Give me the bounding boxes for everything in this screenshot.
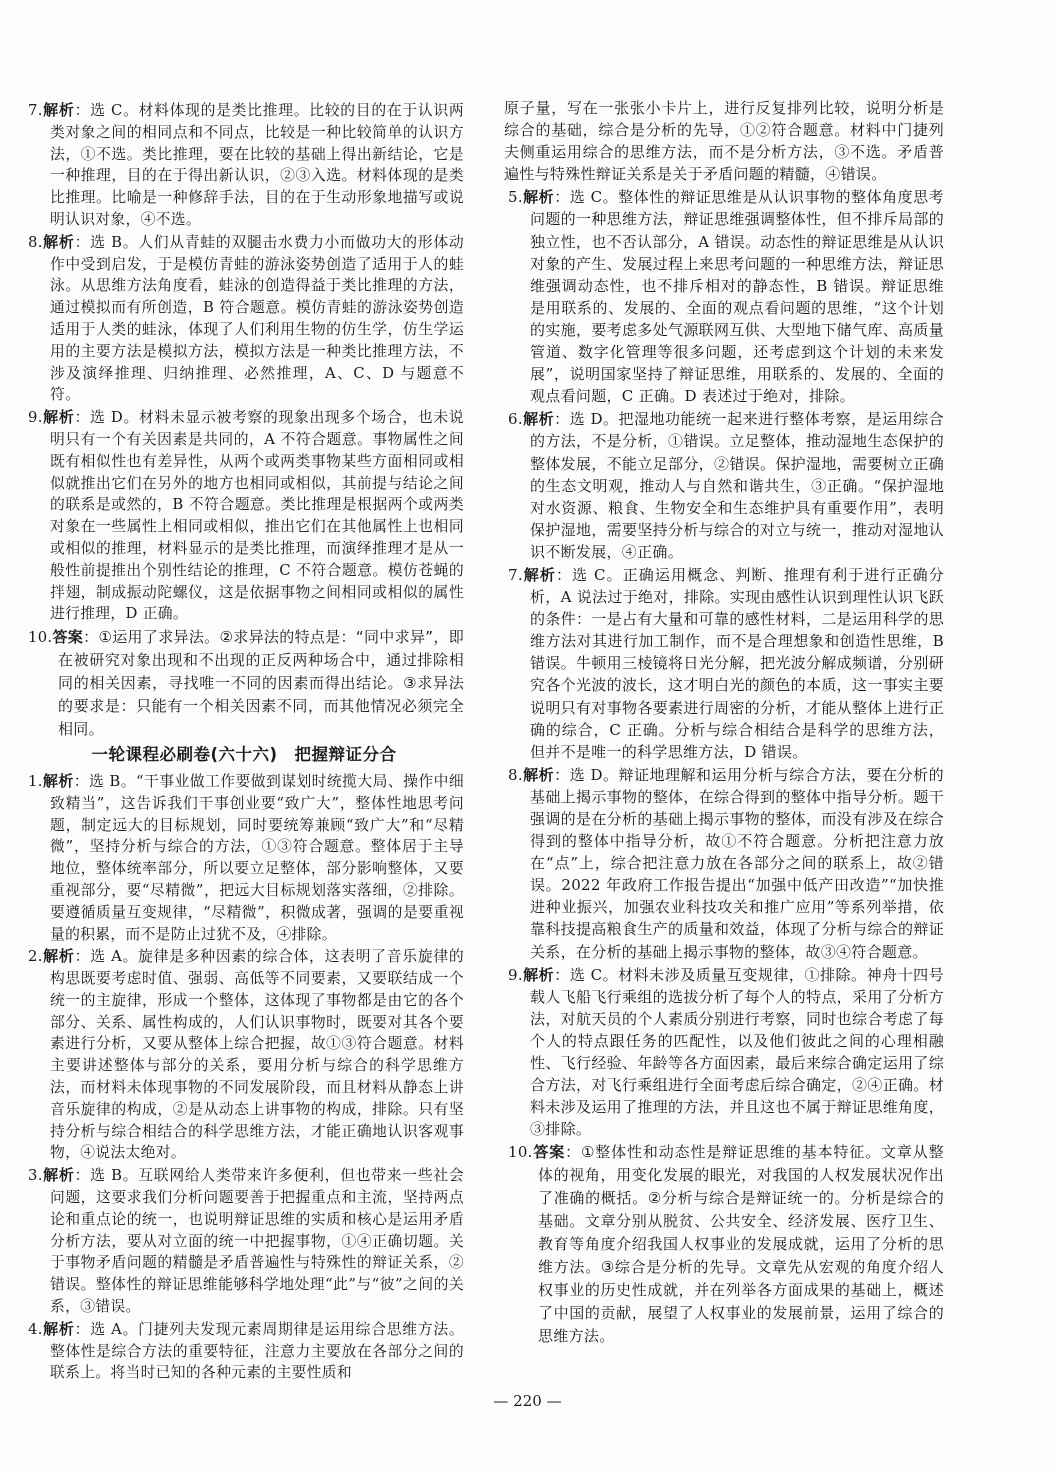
item-text: ：选 D。辩证地理解和运用分析与综合方法，要在分析的基础上揭示事物的整体，在综合得到的整体中指导分析。题干强调的是在分析的基础上揭示事物的整体，而没有涉及在综合得到的整体中指导分析，故①不符合题意。分析把注意力放在“点”上，综合把注意力放在各部分之间的联系上，故②错误。2022 年政府工作报告提出“加强中低产田改造”“加快推进种业振兴，加强农业科技攻关和推广应用”等系列举措，依靠科技提高粮食生产的质量和效益，体现了分析与综合的辩证关系，在分析的基础上揭示事物的整体，故③④符合题意。 (530, 765, 944, 961)
item-body (504, 564, 944, 763)
explanation-label: 解析 (42, 408, 75, 427)
item-text: 原子量，写在一张张小卡片上，进行反复排列比较，说明分析是综合的基础，综合是分析的先导，①②符合题意。材料中门捷列夫侧重运用综合的思维方法，而不是分析方法，③不选。矛盾普遍性与特殊性辩证关系是关于矛盾问题的精髓，④错误。 (504, 99, 944, 184)
item-body (24, 626, 464, 741)
explanation-item (504, 964, 944, 1141)
item-body (504, 186, 944, 407)
item-number: 9. (508, 965, 523, 984)
item-number: 10. (28, 629, 53, 647)
item-text: ：选 D。材料未显示被考察的现象出现多个场合，也未说明只有一个有关因素是共同的，A 不符合题意。事物属性之间既有相似性也有差异性，从两个或两类事物某些方面相同或相似就推出它们在另外的地方也相同或相似，其前提与结论之间的联系是或然的，B 不符合题意。类比推理是根据两个或两类对象在一些属性上相同或相似，推出它们在其他属性上也相同或相似的推理，材料显示的是类比推理，而演绎推理才是从一般性前提推出个别性结论的推理，C 不符合题意。模仿苍蝇的拌翅，制成振动陀螺仪，这是依据事物之间相同或相似的属性进行推理，D 正确。 (50, 409, 465, 623)
item-body (504, 764, 944, 963)
explanation-label: 解析 (42, 1166, 75, 1185)
item-text: ：选 A。旋律是多种因素的综合体，这表明了音乐旋律的构思既要考虑时值、强弱、高低等不同要素，又要联结成一个统一的主旋律，形成一个整体，这体现了事物都是由它的各个部分、关系、属性构成的，人们认识事物时，既要对其各个要素进行分析，又要从整体上综合把握，故①③符合题意。材料主要讲述整体与部分的关系，要用分析与综合的科学思维方法，而材料未体现事物的不同发展阶段，而且材料从静态上讲音乐旋律的构成，②是从动态上讲事物的构成，排除。只有坚持分析与综合相结合的科学思维方法，才能正确地认识客观事物，④说法太绝对。 (50, 948, 464, 1162)
explanation-label: 解析 (522, 188, 555, 207)
explanation-label: 解析 (522, 965, 555, 984)
item-text: ：选 C。正确运用概念、判断、推理有利于进行正确分析，A 说法过于绝对，排除。实现由感性认识到理性认识飞跃的条件：一是占有大量和可靠的感性材料，二是运用科学的思维方法对其进行加工制作，而不是合理想象和创造性思维，B 错误。牛顿用三棱镜将日光分解，把光波分解成频谱，分别研究各个光波的波长，这才明白光的颜色的本质，这一事实主要说明只有对事物各要素进行周密的分析，才能从整体上进行正确的综合，C 正确。分析与综合相结合是科学的思维方法，但并不是唯一的科学思维方法，D 错误。 (530, 565, 945, 761)
item-text: ：选 D。把湿地功能统一起来进行整体考察，是运用综合的方法，不是分析，①错误。立足整体，推动湿地生态保护的整体发展，不能立足部分，②错误。保护湿地，需要树立正确的生态文明观，推动人与自然和谐共生，③正确。“保护湿地对水资源、粮食、生物安全和生态维护具有重要作用”，表明保护湿地，需要坚持分析与综合的对立与统一，推动对湿地认识不断发展，④正确。 (530, 410, 944, 561)
explanation-item (504, 764, 944, 963)
explanation-label: 解析 (42, 101, 75, 119)
item-number: 8. (508, 765, 523, 784)
item-number: 6. (508, 410, 523, 429)
answer-label: 答案 (532, 1143, 566, 1162)
item-number: 8. (28, 233, 43, 251)
item-text: ：选 B。互联网给人类带来许多便利，但也带来一些社会问题，这要求我们分析问题要善于把握重点和主流，坚持两点论和重点论的统一，也说明辩证思维的实质和核心是运用矛盾分析方法，要从对立面的统一中把握事物，①④正确切题。关于事物矛盾问题的精髓是矛盾普遍性与特殊性的辩证关系，②错误。整体性的辩证思维能够科学地处理“此”与“彼”之间的关系，③错误。 (50, 1167, 464, 1316)
item-text: ：①整体性和动态性是辩证思维的基本特征。文章从整体的视角，用变化发展的眼光，对我国的人权发展状况作出了准确的概括。②分析与综合是辩证统一的。分析是综合的基础。文章分别从脱贫、公共安全、经济发展、医疗卫生、教育等角度介绍我国人权事业的发展成就，运用了分析的思维方法。③综合是分析的先导。文章先从宏观的角度介绍人权事业的历史性成就，并在列举各方面成果的基础上，概述了中国的贡献，展望了人权事业的发展前景，运用了综合的思维方法。 (538, 1143, 944, 1346)
item-number: 5. (508, 188, 523, 207)
explanation-item (24, 100, 464, 231)
item-number: 7. (28, 102, 43, 119)
item-body (24, 232, 464, 406)
item-text: ：选 B。“干事业做工作要做到谋划时统揽大局、操作中细致精当”，这告诉我们干事创业要“致广大”，整体性地思考问题，制定远大的目标规划，同时要统筹兼顾“致广大”和“尽精微”，坚持分析与综合的方法，①③符合题意。整体居于主导地位，整体统率部分，所以要立足整体，部分影响整体，又要重视部分，要“尽精微”，把远大目标规划落实落细，②排除。要遵循质量互变规律，“尽精微”，积微成著，强调的是要重视量的积累，而不是防止过犹不及，④排除。 (50, 772, 464, 943)
explanation-label: 解析 (522, 765, 555, 784)
explanation-item (504, 564, 944, 763)
explanation-item (504, 186, 944, 407)
item-body (24, 407, 464, 625)
item-number: 10. (508, 1143, 533, 1162)
explanation-item (24, 1165, 464, 1318)
explanation-label: 解析 (42, 947, 75, 966)
item-number: 7. (508, 565, 523, 584)
continued-text (504, 97, 944, 185)
answer-item (24, 626, 464, 741)
item-text: ：选 C。材料体现的是类比推理。比较的目的在于认识两类对象之间的相同点和不同点，比较是一种比较简单的认识方法，①不选。类比推理，要在比较的基础上得出新结论，它是一种推理，目的在于得出新认识，②③入选。材料体现的是类比推理。比喻是一种修辞手法，目的在于生动形象地描写或说明认识对象，④不选。 (50, 102, 464, 228)
item-text: ：选 C。材料未涉及质量互变规律，①排除。神舟十四号载人飞船飞行乘组的选拔分析了每个人的特点，采用了分析方法，对航天员的个人素质分别进行考察，同时也综合考虑了每个人的特点跟任务的匹配性，以及他们彼此之间的心理相融性、飞行经验、年龄等各方面因素，最后来综合确定运用了综合方法，对飞行乘组进行全面考虑后综合确定，②④正确。材料未涉及运用了推理的方法，并且这也不属于辩证思维角度，③排除。 (530, 965, 944, 1139)
item-number: 1. (28, 772, 43, 790)
item-text: ：选 B。人们从青蛙的双腿击水费力小而做功大的形体动作中受到启发，于是模仿青蛙的游泳姿势创造了适用于人的蛙泳。从思维方法角度看，蛙泳的创造得益于类比推理的方法，通过模拟而有所创造，B 符合题意。模仿青蛙的游泳姿势创造适用于人类的蛙泳，体现了人们利用生物的仿生学，仿生学运用的主要方法是模拟方法，模拟方法是一种类比推理方法，不涉及演绎推理、归纳推理、必然推理，A、C、D 与题意不符。 (50, 233, 464, 404)
explanation-item (24, 1319, 464, 1384)
item-body (24, 946, 464, 1164)
item-body (504, 408, 944, 563)
item-number: 3. (28, 1167, 43, 1185)
item-text: ：选 A。门捷列夫发现元素周期律是运用综合思维方法。整体性是综合方法的重要特征，注意力主要放在各部分之间的联系上。将当时已知的各种元素的主要性质和 (50, 1320, 464, 1382)
item-body (504, 99, 944, 183)
right-column (504, 97, 944, 1349)
item-body (24, 100, 464, 231)
section-title: 一轮课程必刷卷(六十六) 把握辩证分合 (91, 745, 397, 765)
explanation-item (24, 232, 464, 406)
explanation-label: 解析 (522, 410, 555, 429)
explanation-label: 解析 (522, 565, 556, 584)
item-number: 4. (28, 1320, 43, 1338)
explanation-item (24, 771, 464, 945)
page-number: — 220 — (493, 1392, 562, 1410)
item-number: 9. (28, 409, 43, 427)
item-body (24, 771, 464, 945)
explanation-label: 解析 (42, 771, 74, 790)
item-text: ：①运用了求异法。②求异法的特点是：“同中求异”，即在被研究对象出现和不出现的正反两种场合中，通过排除相同的相关因素，寻找唯一不同的因素而得出结论。③求异法的要求是：只能有一个相关因素不同，而其他情况必须完全相同。 (58, 628, 464, 739)
item-body (24, 1165, 464, 1318)
explanation-item (24, 407, 464, 625)
item-text: ：选 C。整体性的辩证思维是从认识事物的整体角度思考问题的一种思维方法，辩证思维强调整体性，但不排斥局部的独立性，也不否认部分，A 错误。动态性的辩证思维是从认识对象的产生、发展过程上来思考问题的一种思维方法，辩证思维强调动态性，也不排斥相对的静态性，B 错误。辩证思维是用联系的、发展的、全面的观点看问题的思维，“这个计划的实施，要考虑多处气源联网互供、大型地下储气库、高质量管道、数字化管理等很多问题，还考虑到这个计划的未来发展”，说明国家坚持了辩证思维，用联系的、发展的、全面的观点看问题，C 正确。D 表述过于绝对，排除。 (530, 188, 945, 406)
explanation-label: 解析 (42, 1319, 75, 1338)
item-body (504, 1141, 944, 1348)
explanation-label: 解析 (42, 232, 75, 251)
item-body (24, 1319, 464, 1384)
item-body (504, 964, 944, 1141)
answer-item (504, 1141, 944, 1348)
explanation-item (24, 946, 464, 1164)
item-number: 2. (28, 948, 43, 966)
explanation-item (504, 408, 944, 563)
answer-label: 答案 (52, 628, 84, 647)
left-column (24, 100, 464, 1385)
